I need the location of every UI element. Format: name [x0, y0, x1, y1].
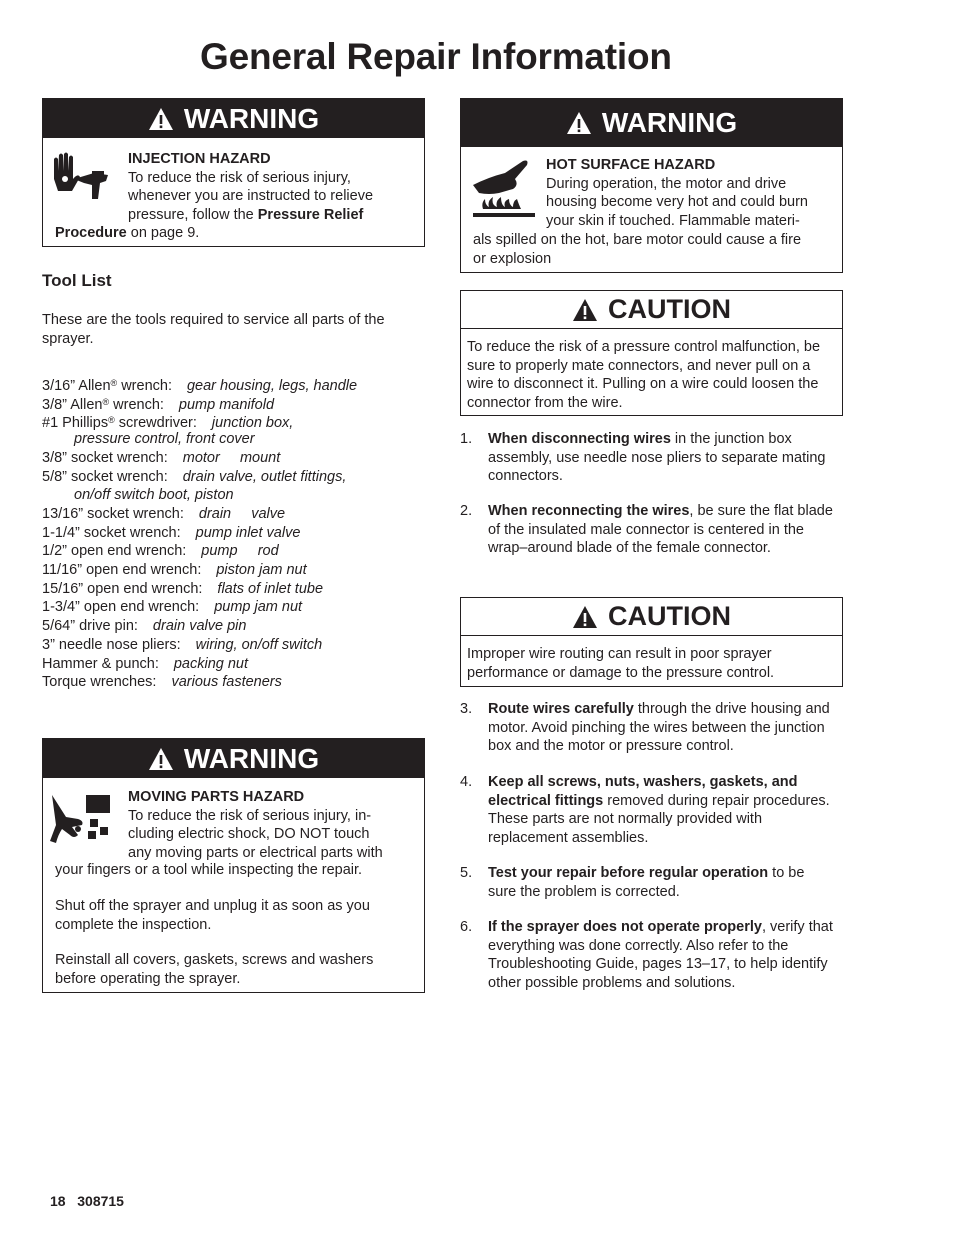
step-number: 4. [460, 774, 473, 790]
tool-use: motor mount [182, 449, 281, 466]
tool-name-suffix: wrench: [109, 396, 164, 413]
tool-use: wiring, on/off switch [195, 636, 323, 653]
page-title: General Repair Information [200, 36, 672, 77]
warning-triangle-icon [572, 604, 598, 630]
warning-header-label: WARNING [601, 107, 738, 138]
tool-list-item [42, 542, 279, 561]
tool-list-item [42, 561, 307, 580]
list-item [460, 918, 840, 998]
warning-line: pressure, follow the [128, 206, 258, 223]
moving-parts-text [128, 788, 383, 862]
tool-name: 5/8” socket wrench: [42, 468, 168, 485]
tool-list-item [42, 655, 248, 674]
injection-warning-text [128, 150, 418, 224]
caution-header [461, 291, 842, 329]
tool-name: 1-3/4” open end wrench: [42, 599, 200, 616]
hot-surface-hazard-icon [469, 159, 539, 223]
caution-box-connectors [460, 290, 843, 416]
tool-name: 1/2” open end wrench: [42, 543, 187, 560]
warning-paragraph: Shut off the sprayer and unplug it as soon as you complete the inspection. [55, 898, 370, 933]
warning-line: any moving parts or electrical parts with [128, 844, 383, 861]
tool-list-item [42, 505, 285, 524]
hot-surface-text-tail [473, 231, 801, 268]
tool-name: 5/64” drive pin: [42, 618, 138, 635]
registered-mark: ® [108, 415, 115, 426]
tool-use: drain valve [198, 505, 286, 522]
tool-use: pump jam nut [214, 599, 303, 616]
document-number: 308715 [77, 1193, 124, 1209]
tool-use: various fasteners [171, 674, 282, 691]
tool-list-item [42, 598, 302, 617]
list-item [460, 430, 840, 490]
tool-use: pressure control, front cover [74, 431, 255, 448]
tool-list-item [74, 486, 234, 505]
procedure-ref: Procedure [55, 225, 127, 241]
page-number: 18 [50, 1193, 66, 1209]
tool-name-suffix: wrench: [117, 378, 172, 394]
moving-parts-hazard-icon [48, 791, 114, 847]
tool-use: pump manifold [178, 396, 275, 413]
moving-parts-heading: MOVING PARTS HAZARD [128, 789, 305, 805]
tool-name: 3/16” Allen [42, 378, 111, 394]
tool-use: drain valve pin [152, 618, 247, 635]
pressure-relief-ref: Pressure Relief [257, 206, 364, 223]
tool-list-item [42, 449, 280, 468]
step-text: , verify that everything was done correctly. Also refer to the Troubleshooting Guide, pages 13–17, to help identify other possible problems and solutions. [488, 919, 833, 991]
step-bold: When reconnecting the wires [488, 503, 690, 519]
list-item [460, 773, 840, 853]
tool-list-intro: These are the tools required to service all parts of the sprayer. [42, 312, 385, 347]
caution-header [461, 598, 842, 636]
tool-name: 13/16” socket wrench: [42, 505, 184, 522]
step-number: 3. [460, 701, 473, 717]
injection-warning-text-tail [55, 224, 199, 243]
caution-header-label: CAUTION [608, 601, 731, 631]
tool-list-item [42, 673, 282, 692]
warning-line: your fingers or a tool while inspecting the repair. [55, 862, 363, 878]
caution-text: To reduce the risk of a pressure control malfunction, be sure to properly mate connectors, and never pull on a wire to disconnect it. Pulling on a wire could loosen the connector from the wire. [467, 339, 821, 411]
tool-name: 1-1/4” socket wrench: [42, 524, 181, 541]
warning-line: als spilled on the hot, bare motor could cause a fire [473, 232, 802, 248]
tool-name: Torque wrenches: [42, 674, 157, 691]
warning-line: To reduce the risk of serious injury, [128, 169, 351, 186]
warning-line: housing become very hot and could burn [546, 194, 808, 211]
tool-use: packing nut [173, 655, 249, 672]
warning-line: During operation, the motor and drive [546, 175, 787, 192]
tool-use: pump rod [201, 543, 279, 560]
tool-list-item [42, 636, 322, 655]
tool-list-item [42, 524, 300, 543]
step-bold: If the sprayer does not operate properly [488, 919, 762, 935]
tool-use: flats of inlet tube [217, 580, 324, 597]
hot-surface-warning-box [460, 98, 843, 273]
warning-header-label: WARNING [183, 102, 320, 134]
caution-text: Improper wire routing can result in poor sprayer performance or damage to the pressure control. [467, 646, 775, 681]
step-number: 2. [460, 503, 473, 519]
caution-header-label: CAUTION [608, 294, 731, 324]
warning-line: your skin if touched. Flammable materi- [546, 212, 800, 229]
step-number: 6. [460, 919, 473, 935]
warning-triangle-icon [148, 106, 174, 132]
page-footer [50, 1193, 124, 1209]
tool-use: junction box, [211, 415, 294, 432]
tool-use: pump inlet valve [195, 524, 301, 541]
hot-surface-heading: HOT SURFACE HAZARD [546, 157, 716, 173]
tool-list-item [74, 430, 255, 449]
list-item [460, 502, 840, 582]
step-text: in the junction box assembly, use needle nose pliers to separate mating connectors. [488, 431, 826, 485]
tool-list-item [42, 617, 246, 636]
tool-name: 3/8” Allen [42, 396, 103, 413]
registered-mark: ® [102, 396, 110, 407]
step-bold: Test your repair before regular operation [488, 865, 769, 881]
tool-name: 3” needle nose pliers: [42, 636, 181, 653]
warning-triangle-icon [148, 746, 174, 772]
tool-name: 3/8” socket wrench: [42, 449, 168, 466]
warning-header [461, 99, 842, 147]
step-number: 1. [460, 431, 473, 447]
step-bold: When disconnecting wires [488, 431, 671, 447]
injection-warning-box [42, 98, 425, 247]
page-ref: on page 9. [126, 225, 200, 241]
tool-list-item [42, 468, 346, 487]
warning-paragraph: Reinstall all covers, gaskets, screws and washers before operating the sprayer. [55, 952, 374, 987]
step-text: removed during repair procedures. These parts are not normally provided with replacement assemblies. [488, 792, 830, 846]
warning-line: cluding electric shock, DO NOT touch [128, 826, 370, 843]
warning-header [43, 99, 424, 138]
tool-use: drain valve, outlet fittings, [182, 468, 347, 485]
step-text: to be sure the problem is corrected. [488, 865, 805, 900]
warning-line: or explosion [473, 250, 552, 267]
tool-name: #1 Phillips [42, 415, 109, 432]
tool-use: gear housing, legs, handle [186, 378, 358, 394]
warning-header [43, 739, 424, 778]
tool-name: 15/16” open end wrench: [42, 580, 203, 597]
tool-name: Hammer & punch: [42, 655, 159, 672]
warning-triangle-icon [566, 110, 592, 136]
registered-mark: ® [110, 378, 118, 388]
hot-surface-text [546, 156, 808, 230]
moving-parts-warning-box [42, 738, 425, 993]
step-bold: Route wires carefully [488, 701, 634, 717]
list-item [460, 864, 840, 906]
warning-triangle-icon [572, 297, 598, 323]
tool-list-item [42, 580, 323, 599]
list-item [460, 700, 840, 760]
warning-line: whenever you are instructed to relieve [128, 188, 374, 205]
tool-use: piston jam nut [216, 562, 307, 578]
injection-hazard-heading: INJECTION HAZARD [128, 151, 271, 167]
injection-hazard-icon [48, 149, 118, 203]
caution-box-wire-routing [460, 597, 843, 687]
step-text: through the drive housing and motor. Avoid pinching the wires between the junction box and the motor or pressure control. [488, 701, 830, 755]
warning-header-label: WARNING [183, 742, 320, 774]
step-number: 5. [460, 865, 473, 881]
warning-line: To reduce the risk of serious injury, in- [128, 807, 372, 824]
tool-list-heading: Tool List [42, 271, 112, 290]
step-bold: Keep all screws, nuts, washers, gaskets, and electrical fittings [488, 774, 798, 809]
tool-name-suffix: screwdriver: [114, 415, 197, 432]
tool-name: 11/16” open end wrench: [42, 562, 202, 578]
step-text: , be sure the flat blade of the insulated male connector is centered in the wrap–around blade of the female connector. [488, 503, 833, 557]
tool-use: on/off switch boot, piston [74, 487, 234, 504]
